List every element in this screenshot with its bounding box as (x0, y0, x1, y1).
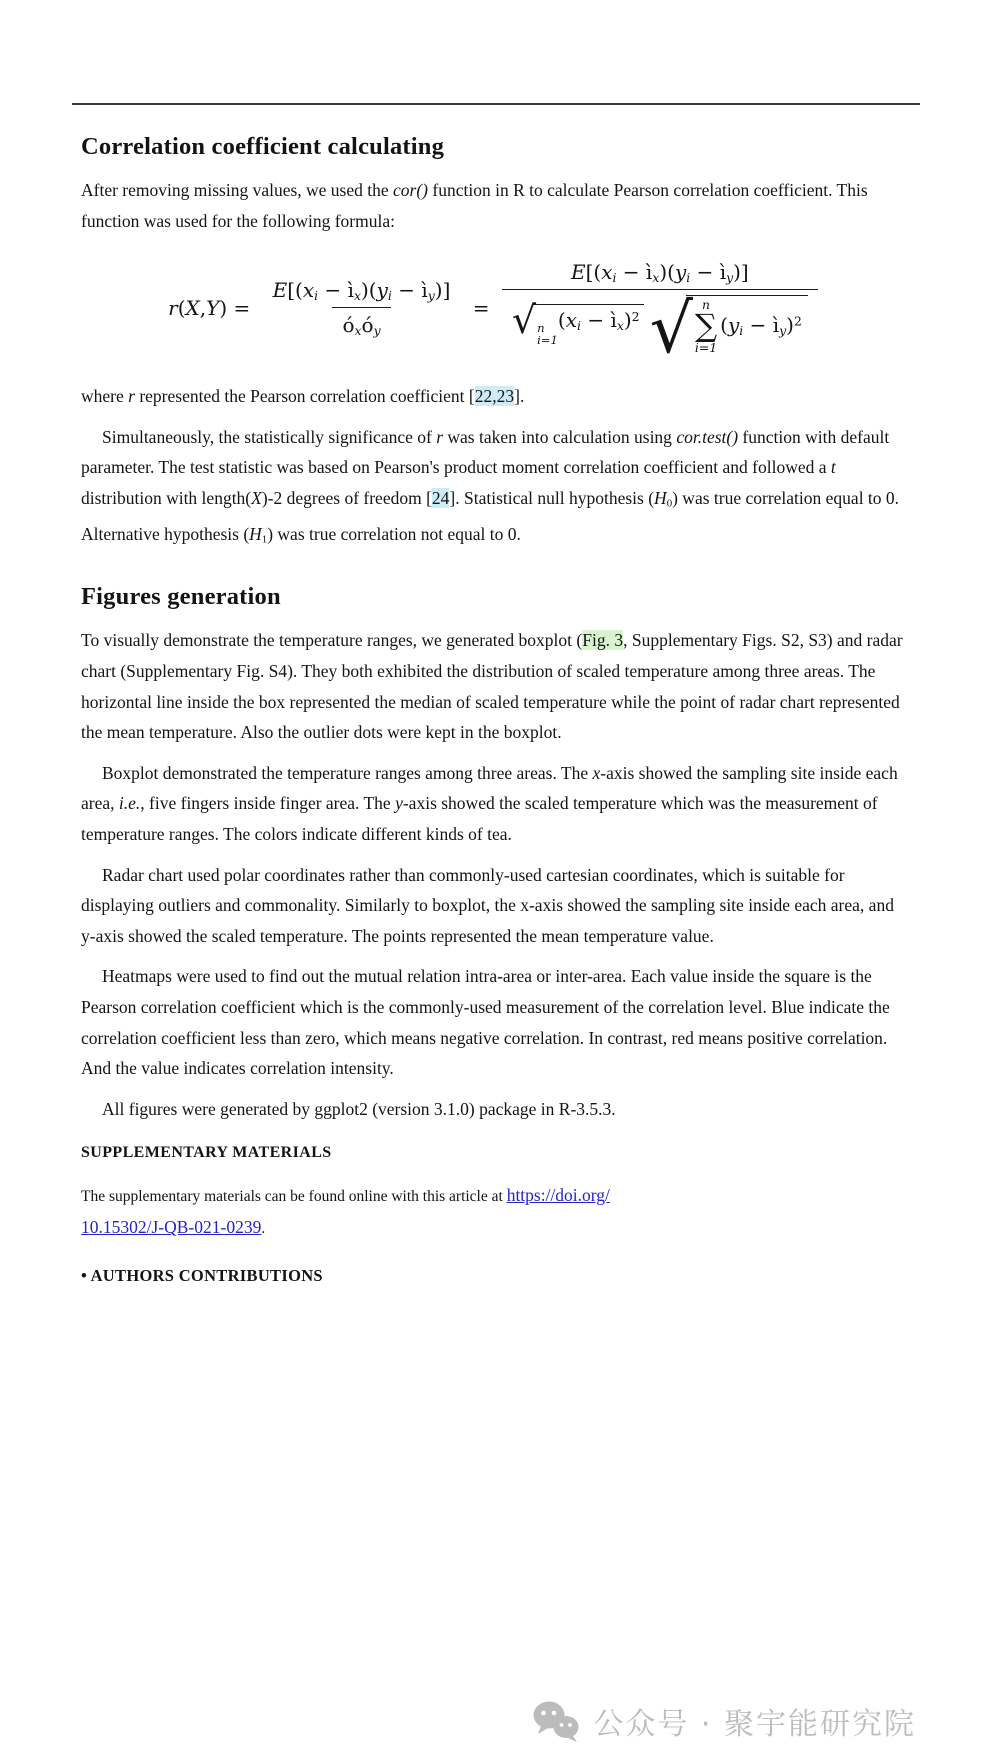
paragraph-boxplot: Boxplot demonstrated the temperature ranges among three areas. The x-axis showed the sampling site inside each area, i.e., five fingers inside finger area. The y-axis showed the scaled temperature which was the measurement of temperature ranges. The colors indicate different kinds of tea. (81, 762, 898, 844)
fraction2-denominator (502, 289, 818, 370)
wechat-icon (532, 1700, 580, 1742)
doi-link-line1[interactable]: https://doi.org/ (506, 1185, 610, 1206)
section-heading-correlation: Correlation coefficient calculating (81, 133, 445, 160)
paper-page (0, 103, 992, 1286)
paragraph-simultaneously: Simultaneously, the statistically significance of r was taken into calculation using cor.test() function with default parameter. The test statistic was based on Pearson's product moment correlation coefficient and followed a t distribution with length(X)-2 degrees of freedom [24]. Statistical null hypothesis (H0) was true correlation equal to 0. Alternative hypothesis (H1) was true correlation not equal to 0. (81, 426, 900, 546)
citation-highlight-24: 24 (431, 487, 450, 508)
formula-fraction-2 (502, 260, 818, 370)
paragraph-correlation-intro: After removing missing values, we used the cor() function in R to calculate Pearson correlation coefficient. This function was used for the following formula: (81, 180, 868, 231)
paragraph-all-figures: All figures were generated by ggplot2 (version 3.1.0) package in R-3.5.3. (102, 1098, 616, 1119)
paragraph-radar: Radar chart used polar coordinates rather than commonly-used cartesian coordinates, which is suitable for displaying outliers and commonality. Similarly to boxplot, the x-axis showed the sampling site inside each area, and y-axis showed the scaled temperature. The points represented the mean temperature value. (81, 864, 894, 946)
formula-lhs: r(X,Y) = (168, 295, 257, 320)
paragraph-supplementary-link: The supplementary materials can be found online with this article at https://doi.org/ 10.15302/J-QB-021-0239. (81, 1185, 610, 1238)
fraction1-denominator: óxóy (332, 307, 390, 338)
radical-display (649, 290, 808, 370)
watermark (532, 1699, 916, 1743)
watermark-label: 公众号 · 聚宇能研究院 (593, 1707, 916, 1742)
radical-sign-icon: √ (649, 290, 693, 370)
figure-ref-highlight: Fig. 3 (582, 630, 624, 651)
formula-fraction-1 (263, 278, 461, 338)
fraction1-numerator: E[(xi − ìx)(yi − ìy)] (272, 277, 451, 303)
paragraph-figures-overview: To visually demonstrate the temperature ranges, we generated boxplot (Fig. 3, Supplementary Figs. S2, S3) and radar chart (Supplementary Fig. S4). They both exhibited the distribution of scaled temperature among three areas. The horizontal line inside the box represented the median of scaled temperature while the point of radar chart represented the mean temperature. Also the outlier dots were kept in the boxplot. (81, 630, 903, 743)
top-rule (72, 103, 920, 105)
doi-link-line2[interactable]: 10.15302/J-QB-021-0239 (81, 1217, 262, 1238)
pearson-formula (81, 260, 911, 370)
paragraph-heatmap: Heatmaps were used to find out the mutual relation intra-area or inter-area. Each value inside the square is the Pearson correlation coefficient which is the commonly-used measurement of the correlation level. Blue indicate the correlation coefficient less than zero, which means negative correlation. In contrast, red means positive correlation. And the value indicates correlation intensity. (81, 966, 890, 1079)
fraction2-numerator: E[(xi − ìx)(yi − ìy)] (570, 260, 749, 286)
citation-highlight-22-23: 22,23 (474, 386, 515, 406)
paragraph-where: where r represented the Pearson correlation coefficient [22,23]. (81, 386, 525, 406)
formula-equals: = (466, 295, 496, 320)
section-heading-figures: Figures generation (81, 583, 281, 611)
radical-inline-body: n i=1 (xi − ìx)$^2$ (532, 304, 643, 347)
radical-display-body: n ∑ i=1 (yi − ìy)$^2$ (686, 295, 808, 355)
authors-contributions-heading: • AUTHORS CONTRIBUTIONS (81, 1266, 323, 1286)
radical-sign-icon: √ (511, 297, 537, 342)
supplementary-heading: SUPPLEMENTARY MATERIALS (81, 1144, 332, 1162)
radical-inline (511, 297, 644, 348)
